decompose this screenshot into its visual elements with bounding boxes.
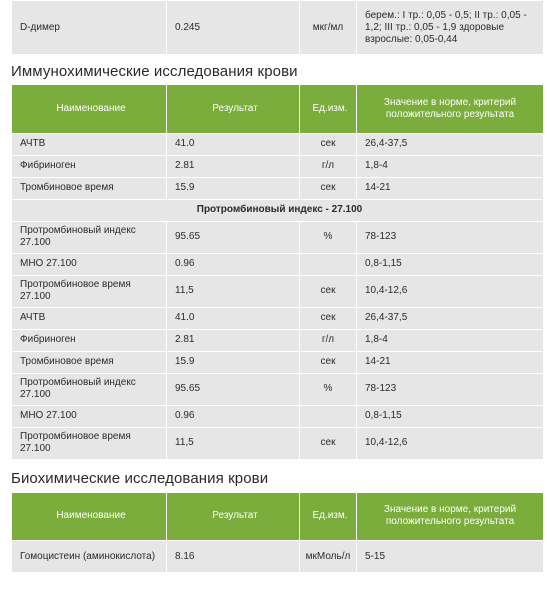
cell-name: D-димер [12,1,167,55]
header-norm: Значение в норме, критерий положительного результата [357,85,544,133]
table-row [12,253,544,275]
cell-name: Протромбиновый индекс 27.100 [12,221,167,253]
table-header-row [12,493,544,541]
cell-result: 8.16 [167,541,300,573]
cell-norm: 1,8-4 [357,155,544,177]
header-name: Наименование [12,85,167,133]
cell-unit: сек [300,307,357,329]
cell-norm: 26,4-37,5 [357,307,544,329]
cell-name: Тромбиновое время [12,351,167,373]
table-row [12,351,544,373]
cell-unit: сек [300,351,357,373]
cell-unit: сек [300,177,357,199]
cell-name: Гомоцистеин (аминокислота) [12,541,167,573]
cell-unit: % [300,373,357,405]
cell-unit [300,253,357,275]
cell-norm: 1,8-4 [357,329,544,351]
cell-result: 41.0 [167,133,300,155]
section-title-biochemistry: Биохимические исследования крови [11,469,269,487]
cell-norm: 14-21 [357,351,544,373]
cell-name: МНО 27.100 [12,405,167,427]
cell-unit: сек [300,275,357,307]
cell-norm: 0,8-1,15 [357,253,544,275]
cell-unit: сек [300,133,357,155]
cell-name: Протромбиновый индекс 27.100 [12,373,167,405]
header-unit: Ед.изм. [300,85,357,133]
cell-result: 11,5 [167,275,300,307]
table-row [12,329,544,351]
biochemistry-table [11,493,544,574]
cell-unit: г/л [300,329,357,351]
table-row [12,275,544,307]
cell-result: 15.9 [167,177,300,199]
cell-norm: 0,8-1,15 [357,405,544,427]
cell-unit: мкг/мл [300,1,357,55]
table-row [12,541,544,573]
cell-result: 2.81 [167,329,300,351]
header-name: Наименование [12,493,167,541]
cell-unit: сек [300,427,357,459]
table-row [12,221,544,253]
header-result: Результат [167,85,300,133]
cell-name: Тромбиновое время [12,177,167,199]
table-row [12,155,544,177]
table-row [12,177,544,199]
cell-norm: 26,4-37,5 [357,133,544,155]
cell-unit: г/л [300,155,357,177]
table-row [12,427,544,459]
header-norm: Значение в норме, критерий положительного результата [357,493,544,541]
cell-unit: мкМоль/л [300,541,357,573]
cell-name: Протромбиновое время 27.100 [12,427,167,459]
cell-norm: 78-123 [357,221,544,253]
cell-unit: % [300,221,357,253]
table-row [12,1,544,55]
cell-result: 95.65 [167,221,300,253]
cell-name: АЧТВ [12,133,167,155]
cell-norm: берем.: I тр.: 0,05 - 0,5; II тр.: 0,05 - 1,2; III тр.: 0,05 - 1,9 здоровые взрослые: 0,05-0,44 [357,1,544,55]
cell-result: 41.0 [167,307,300,329]
table-row [12,373,544,405]
group-row [12,199,544,221]
cell-name: МНО 27.100 [12,253,167,275]
cell-result: 0.96 [167,253,300,275]
cell-unit [300,405,357,427]
cell-name: Фибриноген [12,155,167,177]
header-unit: Ед.изм. [300,493,357,541]
group-label: Протромбиновый индекс - 27.100 [12,199,544,221]
cell-result: 0.96 [167,405,300,427]
top-table [11,0,544,55]
table-row [12,405,544,427]
table-row [12,133,544,155]
table-header-row [12,85,544,133]
cell-result: 11,5 [167,427,300,459]
cell-norm: 14-21 [357,177,544,199]
immunochemistry-table [11,85,544,460]
header-result: Результат [167,493,300,541]
cell-norm: 78-123 [357,373,544,405]
cell-name: Протромбиновое время 27.100 [12,275,167,307]
cell-norm: 10,4-12,6 [357,275,544,307]
table-row [12,307,544,329]
cell-result: 0.245 [167,1,300,55]
cell-result: 95.65 [167,373,300,405]
cell-norm: 10,4-12,6 [357,427,544,459]
cell-name: АЧТВ [12,307,167,329]
cell-norm: 5-15 [357,541,544,573]
section-title-immunochemistry: Иммунохимические исследования крови [11,63,298,80]
cell-result: 15.9 [167,351,300,373]
cell-result: 2.81 [167,155,300,177]
cell-name: Фибриноген [12,329,167,351]
